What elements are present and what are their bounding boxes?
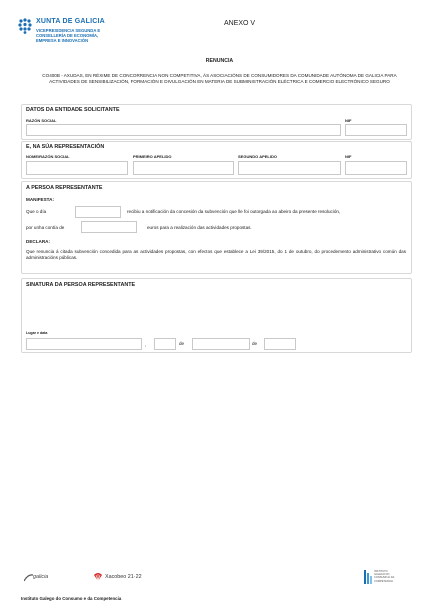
year-input[interactable]: [264, 338, 296, 350]
place-input[interactable]: [26, 338, 142, 350]
primeiro-apelido-input[interactable]: [133, 161, 234, 175]
de-separator-1: de: [179, 341, 185, 346]
document-title: RENUNCIA: [205, 58, 234, 64]
procedure-subtitle: CO400B - AXUDAS, EN RÉXIME DE CONCORRENCIA NON COMPETITIVA, ÁS ASOCIACIÓNS DE CONSUMIDORES DA COMUNIDADE AUTÓNOMA DE GALICIA PARA ACTIVIDADES DE SENSIBILIZACIÓN, FORMACIÓN E DIVULGACIÓN EN MATERIA DE SUBMINISTRACIÓN ELÉCTRICA E COMERCIO ELECTRÓNICO SEGURO: [42, 73, 397, 85]
annex-title: ANEXO V: [223, 20, 256, 27]
de-separator-2: de: [252, 341, 258, 346]
igcc-line-3: CONSUMO E DA: [374, 576, 395, 580]
section-representative-title: A PERSOA REPRESENTANTE: [26, 185, 103, 191]
declara-label: DECLARA:: [26, 239, 50, 244]
section-representation-title: E, NA SÚA REPRESENTACIÓN: [26, 144, 105, 150]
igcc-logo-text: [374, 570, 394, 583]
ministry-line-3: EMPRESA E INNOVACIÓN: [36, 38, 89, 43]
ministry-line-1: VICEPRESIDENCIA SEGUNDA E: [36, 28, 101, 33]
xunta-logo-title: XUNTA DE GALICIA: [36, 18, 105, 25]
section-signature-title: SINATURA DA PERSOA REPRESENTANTE: [26, 282, 136, 288]
manifesta-label: MANIFESTA:: [26, 197, 54, 202]
ministry-line-2: CONSELLERÍA DE ECONOMÍA,: [36, 33, 99, 38]
igcc-line-2: GALEGO DO: [374, 573, 390, 577]
day-input[interactable]: [154, 338, 176, 350]
xacobeo-logo-text: Xacobeo 21·22: [105, 574, 142, 580]
segundo-apelido-label: SEGUNDO APELIDO: [238, 154, 277, 159]
comma-separator: ,: [145, 342, 147, 347]
razon-social-input[interactable]: [26, 124, 341, 136]
amount-input[interactable]: [81, 221, 137, 233]
section-signature: [21, 278, 412, 353]
amount-text: por unha contía de: [26, 225, 65, 230]
notification-text: recibiu a notificación da concesión da subvención que lle foi outorgada ao abeiro da presente resolución,: [127, 209, 341, 214]
section-applicant-title: DATOS DA ENTIDADE SOLICITANTE: [26, 107, 120, 113]
nif-label: NIF: [345, 118, 352, 123]
section-representation: [21, 141, 412, 179]
igcc-line-1: INSTITUTO: [374, 570, 388, 573]
nif-rep-input[interactable]: [345, 161, 407, 175]
igcc-mark-icon: [364, 570, 372, 584]
nif-rep-label: NIF: [345, 154, 352, 159]
primeiro-apelido-label: PRIMEIRO APELIDO: [133, 154, 172, 159]
nif-input[interactable]: [345, 124, 407, 136]
xacobeo-shell-icon: [93, 572, 103, 582]
institute-name: Instituto Galego do Consumo e da Competencia: [21, 596, 122, 601]
igcc-line-4: COMPETENCIA: [374, 579, 394, 583]
galicia-swoosh-icon: [24, 574, 33, 582]
declara-text: Que renuncia á citada subvención concedida para as actividades propostas, con efectos que establece a Lei 39/2015, do 1 de outubro, do procedemento administrativo común das administracións públicas.: [26, 249, 406, 261]
section-representative: [21, 181, 412, 274]
euros-text: euros para a realización das actividades propostas.: [147, 225, 252, 230]
nome-label: NOME/RAZÓN SOCIAL: [26, 154, 70, 159]
section-applicant: [21, 104, 412, 140]
notification-date-input[interactable]: [75, 206, 121, 218]
month-input[interactable]: [192, 338, 250, 350]
lugar-data-label: Lugar e data: [26, 331, 48, 335]
galicia-logo-text: galicia: [33, 574, 49, 580]
day-text: Que o día: [26, 209, 47, 214]
nome-input[interactable]: [26, 161, 128, 175]
segundo-apelido-input[interactable]: [238, 161, 341, 175]
razon-social-label: RAZÓN SOCIAL: [26, 118, 57, 123]
